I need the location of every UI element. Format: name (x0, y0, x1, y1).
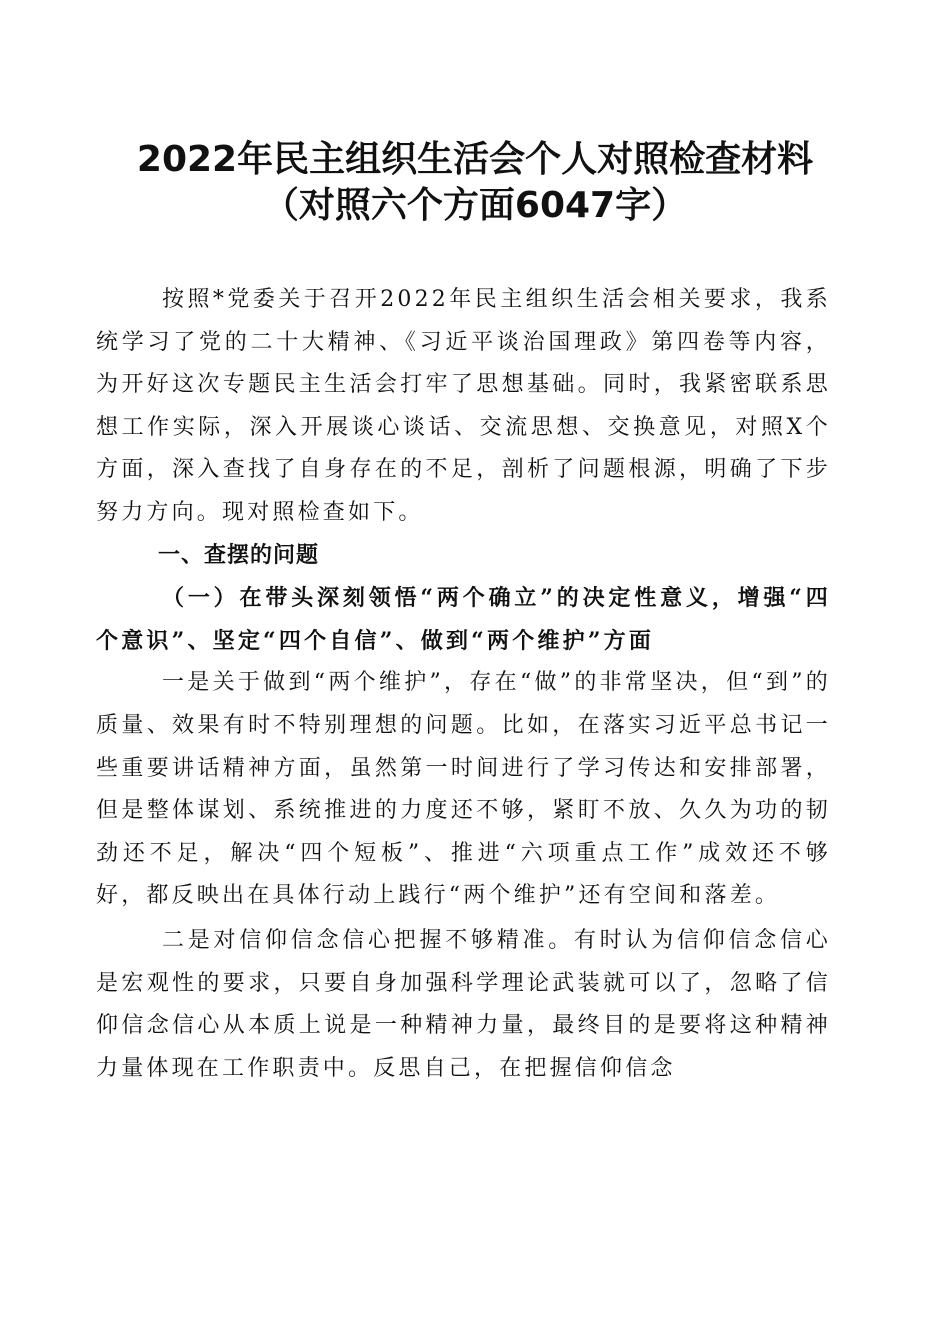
subsection-heading: （一）在带头深刻领悟“两个确立”的决定性意义，增强“四个意识”、坚定“四个自信”、做到“两个维护”方面 (96, 585, 831, 654)
section-heading: 一、查摆的问题 (158, 542, 320, 568)
point-paragraph-1: 一是关于做到“两个维护”，存在“做”的非常坚决，但“到”的质量、效果有时不特别理想的问题。比如，在落实习近平总书记一些重要讲话精神方面，虽然第一时间进行了学习传达和安排部署，但是整体谋划、系统推进的力度还不够，紧盯不放、久久为功的韧劲还不足，解决“四个短板”、推进“六项重点工作”成效还不够好，都反映出在具体行动上践行“两个维护”还有空间和落差。 (96, 670, 831, 909)
document-title: 2022年民主组织生活会个人对照检查材料 (136, 139, 814, 180)
intro-paragraph: 按照*党委关于召开2022年民主组织生活会相关要求，我系统学习了党的二十大精神、《习近平谈治国理政》第四卷等内容，为开好这次专题民主生活会打牢了思想基础。同时，我紧密联系思想工作实际，深入开展谈心谈话、交流思想、交换意见，对照X个方面，深入查找了自身存在的不足，剖析了问题根源，明确了下步努力方向。现对照检查如下。 (96, 287, 831, 525)
point-paragraph-2: 二是对信仰信念信心把握不够精准。有时认为信仰信念信心是宏观性的要求，只要自身加强科学理论武装就可以了，忽略了信仰信念信心从本质上说是一种精神力量，最终目的是要将这种精神力量体现在工作职责中。反思自己，在把握信仰信念 (96, 927, 831, 1081)
document-body (96, 279, 831, 1090)
document-subtitle: （对照六个方面6047字） (262, 185, 688, 226)
